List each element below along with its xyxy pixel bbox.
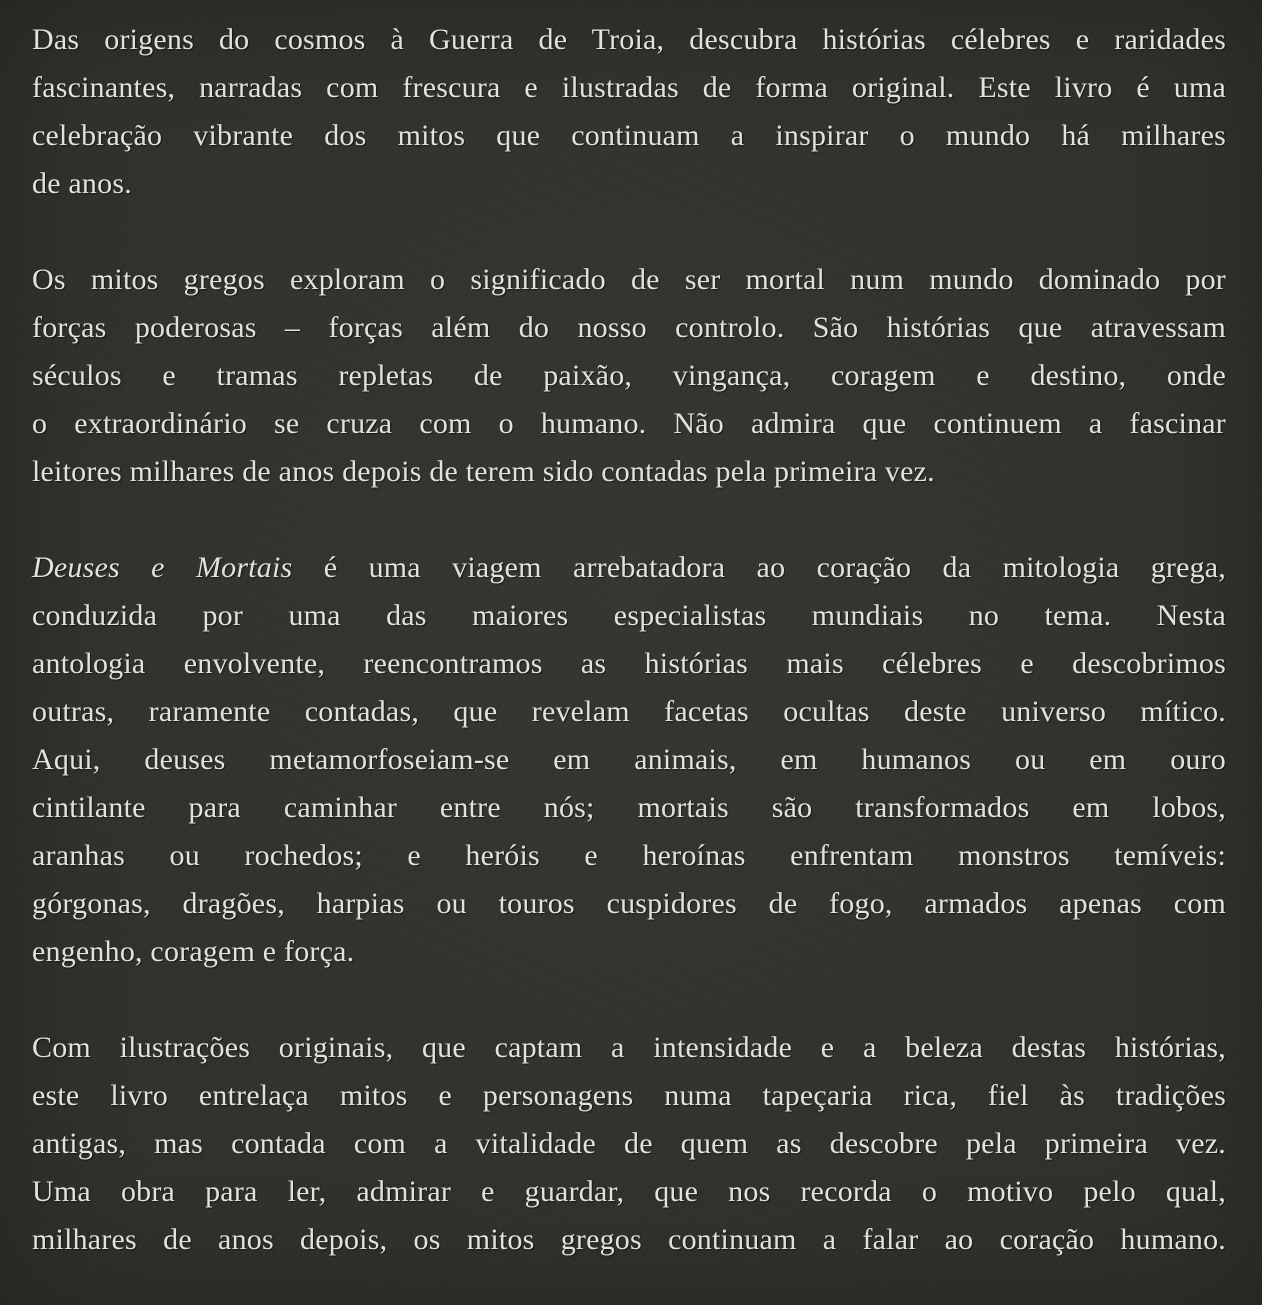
blurb-line: cintilante para caminhar entre nós; mortais são transformados em lobos,: [32, 791, 1226, 824]
blurb-line: forças poderosas – forças além do nosso controlo. São histórias que atravessam: [32, 311, 1226, 344]
blurb-line: o extraordinário se cruza com o humano. Não admira que continuem a fascinar: [32, 407, 1226, 440]
blurb-line: engenho, coragem e força.: [32, 935, 355, 968]
blurb-line: Os mitos gregos exploram o significado de ser mortal num mundo dominado por: [32, 263, 1226, 296]
blurb-paragraph-3: [32, 544, 1226, 976]
blurb-paragraph-1: [32, 16, 1226, 208]
blurb-line: séculos e tramas repletas de paixão, vingança, coragem e destino, onde: [32, 359, 1226, 392]
blurb-line: górgonas, dragões, harpias ou touros cuspidores de fogo, armados apenas com: [32, 887, 1226, 920]
blurb-line: celebração vibrante dos mitos que continuam a inspirar o mundo há milhares: [32, 119, 1226, 152]
blurb-line: Aqui, deuses metamorfoseiam-se em animais, em humanos ou em ouro: [32, 743, 1226, 776]
blurb-line: aranhas ou rochedos; e heróis e heroínas enfrentam monstros temíveis:: [32, 839, 1226, 872]
blurb-line: [32, 544, 1226, 592]
blurb-line: Das origens do cosmos à Guerra de Troia, descubra histórias célebres e raridades: [32, 23, 1226, 56]
book-title: Deuses e Mortais: [32, 551, 293, 584]
blurb-line: Uma obra para ler, admirar e guardar, que nos recorda o motivo pelo qual,: [32, 1175, 1226, 1208]
blurb-line: outras, raramente contadas, que revelam facetas ocultas deste universo mítico.: [32, 695, 1226, 728]
blurb-line: Com ilustrações originais, que captam a intensidade e a beleza destas histórias,: [32, 1031, 1226, 1064]
blurb-line: leitores milhares de anos depois de terem sido contadas pela primeira vez.: [32, 455, 935, 488]
blurb-line: antigas, mas contada com a vitalidade de quem as descobre pela primeira vez.: [32, 1127, 1226, 1160]
blurb-line: antologia envolvente, reencontramos as histórias mais célebres e descobrimos: [32, 647, 1226, 680]
blurb-line: conduzida por uma das maiores especialistas mundiais no tema. Nesta: [32, 599, 1226, 632]
blurb-paragraph-2: [32, 256, 1226, 496]
blurb-line: fascinantes, narradas com frescura e ilustradas de forma original. Este livro é uma: [32, 71, 1226, 104]
blurb-line-text: é uma viagem arrebatadora ao coração da mitologia grega,: [323, 551, 1227, 584]
blurb-line: este livro entrelaça mitos e personagens numa tapeçaria rica, fiel às tradições: [32, 1079, 1226, 1112]
blurb-paragraph-4: [32, 1024, 1226, 1264]
blurb-line: de anos.: [32, 167, 132, 200]
blurb-line: milhares de anos depois, os mitos gregos continuam a falar ao coração humano.: [32, 1223, 1226, 1256]
